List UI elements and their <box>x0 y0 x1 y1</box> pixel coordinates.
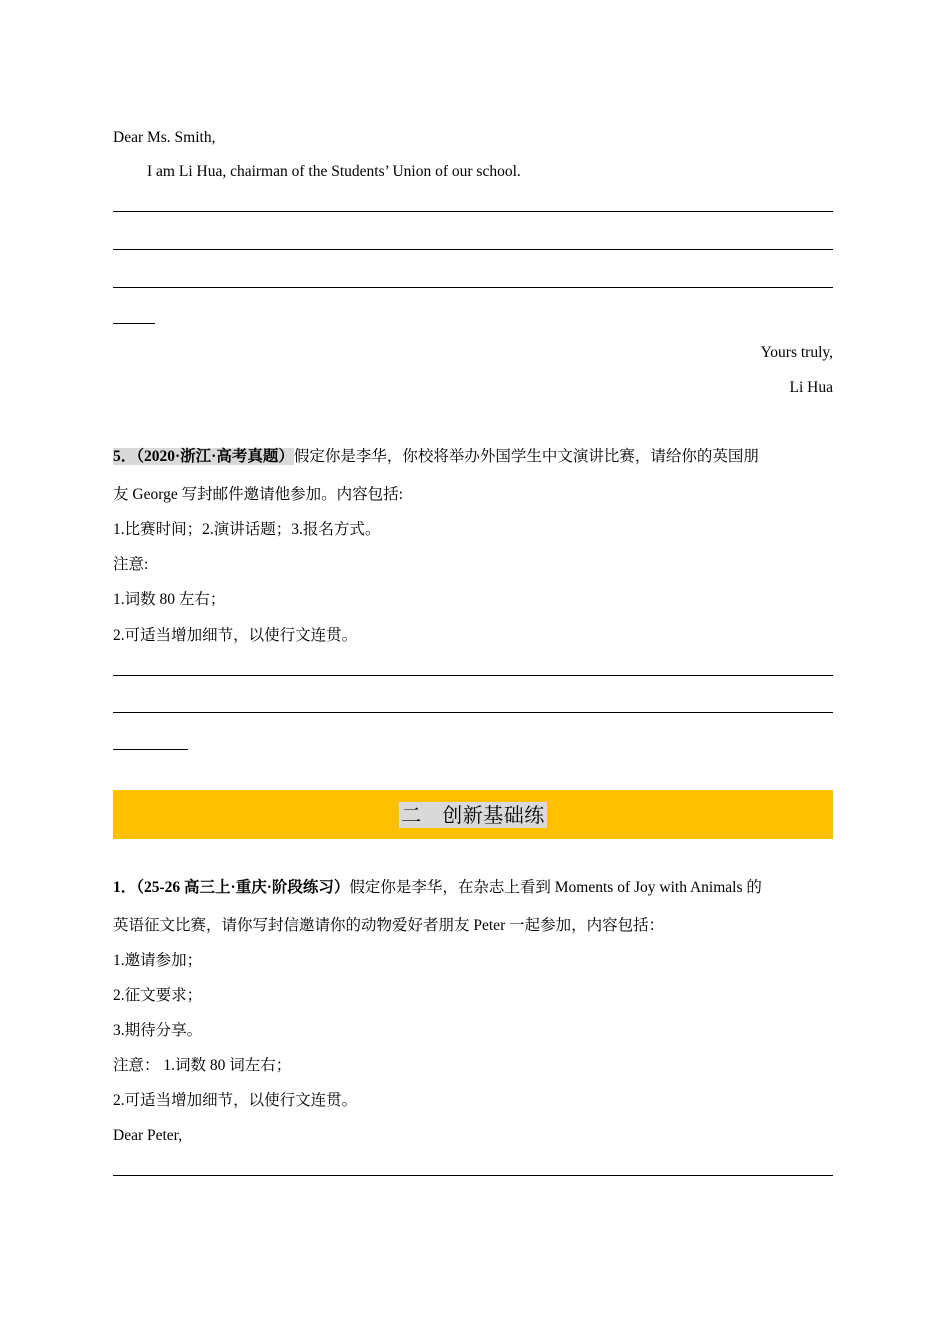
answer-line <box>113 211 833 212</box>
question-5-label: 5．（2020·浙江·高考真题） <box>113 448 294 465</box>
answer-line <box>113 712 833 713</box>
letter-opening: I am Li Hua, chairman of the Students’ Union of our school. <box>147 163 521 180</box>
question-5-note-heading: 注意: <box>113 556 149 573</box>
question-5-content: 1.比赛时间；2.演讲话题；3.报名方式。 <box>113 521 381 538</box>
section-banner <box>113 790 833 839</box>
question-5-note-1: 1.词数 80 左右； <box>113 591 226 608</box>
answer-line <box>113 287 833 288</box>
section-banner-title: 二 创新基础练 <box>401 802 545 827</box>
question-1-text-line1: 假定你是李华，在杂志上看到 Moments of Joy with Animals 的 <box>349 879 762 896</box>
question-5-prompt-line1 <box>113 447 759 467</box>
letter-salutation: Dear Ms. Smith, <box>113 129 216 146</box>
answer-line-end <box>113 749 188 750</box>
letter-closing: Yours truly, <box>760 344 833 361</box>
question-1-item-2: 2.征文要求； <box>113 987 203 1004</box>
question-5-prompt-line2: 友 George 写封邮件邀请他参加。内容包括: <box>113 486 403 503</box>
question-1-note-2: 2.可适当增加细节，以使行文连贯。 <box>113 1092 358 1109</box>
question-1-item-1: 1.邀请参加； <box>113 952 203 969</box>
answer-line-end <box>113 323 155 324</box>
question-1-prompt-line1 <box>113 878 762 898</box>
question-1-item-3: 3.期待分享。 <box>113 1022 203 1039</box>
answer-line <box>113 675 833 676</box>
question-1-prompt-line2: 英语征文比赛，请你写封信邀请你的动物爱好者朋友 Peter 一起参加，内容包括： <box>113 917 665 934</box>
question-1-label: 1．（25-26 高三上·重庆·阶段练习） <box>113 879 350 896</box>
question-5-note-2: 2.可适当增加细节，以使行文连贯。 <box>113 627 358 644</box>
question-1-salutation: Dear Peter, <box>113 1127 183 1144</box>
question-5-text-line1: 假定你是李华，你校将举办外国学生中文演讲比赛，请给你的英国朋 <box>293 448 759 465</box>
answer-line <box>113 1175 833 1176</box>
letter-signature: Li Hua <box>789 379 833 396</box>
answer-line <box>113 249 833 250</box>
question-1-note: 注意： 1.词数 80 词左右； <box>113 1057 292 1074</box>
